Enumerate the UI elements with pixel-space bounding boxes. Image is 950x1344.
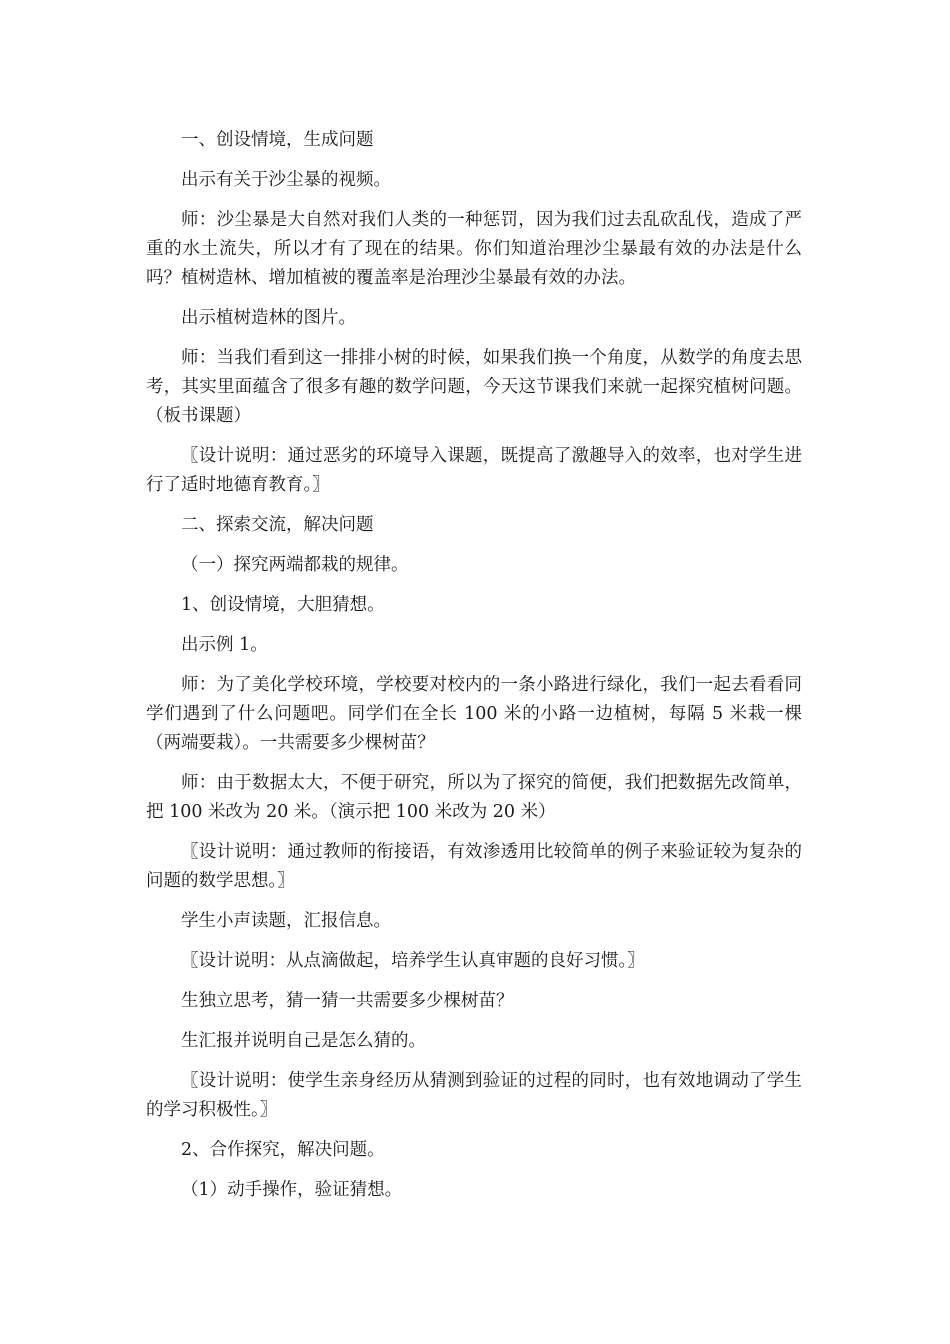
paragraph: 师：为了美化学校环境，学校要对校内的一条小路进行绿化，我们一起去看看同学们遇到了什么问题吧。同学们在全长 100 米的小路一边植树，每隔 5 米栽一棵（两端要栽）。一共需要多少棵树苗？ [146,675,802,753]
paragraph: 出示有关于沙尘暴的视频。 [181,170,391,190]
section-heading-1: 一、创设情境，生成问题 [181,130,374,150]
document-page [146,126,802,1216]
paragraph: 师：沙尘暴是大自然对我们人类的一种惩罚，因为我们过去乱砍乱伐，造成了严重的水土流失，所以才有了现在的结果。你们知道治理沙尘暴最有效的办法是什么吗？植树造林、增加植被的覆盖率是治理沙尘暴最有效的办法。 [146,210,802,288]
paragraph: 师：由于数据太大，不便于研究，所以为了探究的简便，我们把数据先改简单，把 100 米改为 20 米。（演示把 100 米改为 20 米） [146,773,802,822]
subsection-heading: （一）探究两端都栽的规律。 [181,555,409,575]
paragraph: 生独立思考，猜一猜一共需要多少棵树苗？ [181,991,514,1011]
design-note: 〖设计说明：从点滴做起，培养学生认真审题的良好习惯。〗 [181,951,645,971]
design-note: 〖设计说明：通过教师的衔接语，有效渗透用比较简单的例子来验证较为复杂的问题的数学思想。〗 [146,842,802,891]
section-heading-2: 二、探索交流，解决问题 [181,515,374,535]
paragraph: 出示植树造林的图片。 [181,308,356,328]
step-heading: 2、合作探究，解决问题。 [181,1140,385,1160]
design-note: 〖设计说明：使学生亲身经历从猜测到验证的过程的同时，也有效地调动了学生的学习积极性。〗 [146,1071,802,1120]
step-subheading: （1）动手操作，验证猜想。 [181,1180,403,1200]
design-note: 〖设计说明：通过恶劣的环境导入课题，既提高了激趣导入的效率，也对学生进行了适时地德育教育。〗 [146,446,802,495]
paragraph: 学生小声读题，汇报信息。 [181,911,391,931]
paragraph: 生汇报并说明自己是怎么猜的。 [181,1031,426,1051]
step-heading: 1、创设情境，大胆猜想。 [181,595,385,615]
paragraph: 出示例 1。 [181,635,268,655]
paragraph: 师：当我们看到这一排排小树的时候，如果我们换一个角度，从数学的角度去思考，其实里面蕴含了很多有趣的数学问题，今天这节课我们来就一起探究植树问题。（板书课题） [146,348,802,426]
